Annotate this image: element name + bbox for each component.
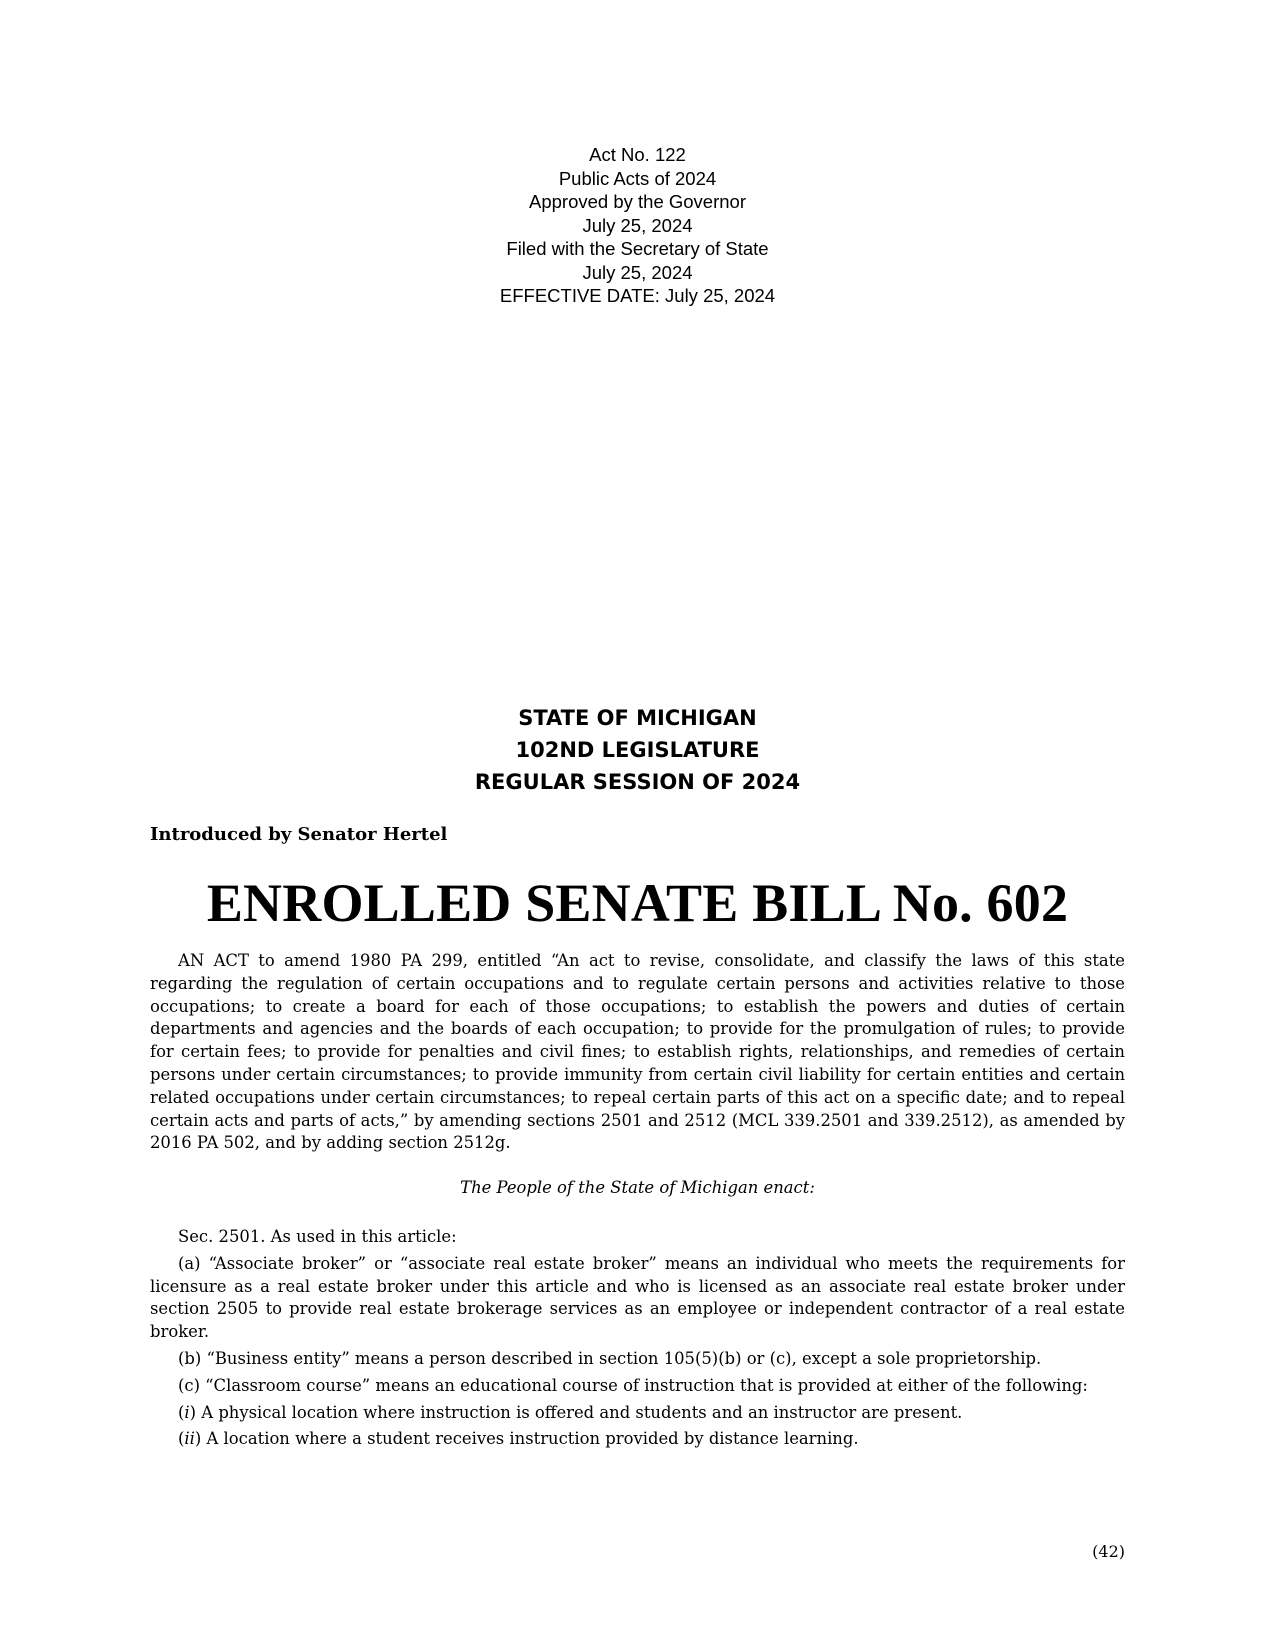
- definition-b: (b) “Business entity” means a person described in section 105(5)(b) or (c), except a sole proprietorship.: [178, 1348, 1042, 1368]
- legislature-number: 102ND LEGISLATURE: [515, 738, 760, 762]
- approved-by-governor: Approved by the Governor: [529, 191, 746, 212]
- subitem-ii-text: A location where a student receives instruction provided by distance learning.: [201, 1429, 859, 1449]
- filed-date: July 25, 2024: [582, 261, 693, 283]
- act-title-paragraph: AN ACT to amend 1980 PA 299, entitled “An act to revise, consolidate, and classify the laws of this state regarding the regulation of certain occupations and to regulate certain persons and activities relative to those occupations; to create a board for each of those occupations; to establish the powers and duties of certain departments and agencies and the boards of each occupation; to provide for the promulgation of rules; to provide for certain fees; to provide for penalties and civil fines; to establish rights, relationships, and remedies of certain persons under certain circumstances; to provide immunity from certain civil liability for certain entities and certain related occupations under certain circumstances; to repeal certain parts of this act on a specific date; and to repeal certain acts and parts of acts,” by amending sections 2501 and 2512 (MCL 339.2501 and 339.2512), as amended by 2016 PA 502, and by adding section 2512g.: [150, 951, 1125, 1153]
- enacting-clause: The People of the State of Michigan enact:: [460, 1178, 815, 1197]
- filed-with-secretary: Filed with the Secretary of State: [506, 238, 769, 259]
- subitem-ii: (ii) A location where a student receives instruction provided by distance learning.: [178, 1429, 859, 1449]
- session-name: REGULAR SESSION OF 2024: [474, 770, 801, 794]
- definition-a: (a) “Associate broker” or “associate real estate broker” means an individual who meets the requirements for licensure as a real estate broker under this article and who is licensed as an associate real estate broker under section 2505 to provide real estate brokerage services as an employee or independent contractor of a real estate broker.: [150, 1253, 1125, 1342]
- effective-date: EFFECTIVE DATE: July 25, 2024: [499, 285, 776, 306]
- section-2501: [150, 1226, 1125, 1455]
- filing-stamp: [0, 143, 1275, 308]
- public-acts-year: Public Acts of 2024: [558, 167, 717, 189]
- approved-date: July 25, 2024: [582, 214, 693, 236]
- legislature-header: [0, 702, 1275, 798]
- subitem-i: (i) A physical location where instruction is offered and students and an instructor are present.: [178, 1402, 963, 1422]
- act-number: Act No. 122: [589, 144, 686, 165]
- subitem-i-label: i: [184, 1402, 190, 1422]
- state-name: STATE OF MICHIGAN: [518, 706, 757, 730]
- introduced-by: Introduced by Senator Hertel: [150, 824, 448, 845]
- bill-title: ENROLLED SENATE BILL No. 602: [206, 873, 1069, 933]
- section-intro: Sec. 2501. As used in this article:: [178, 1227, 457, 1246]
- page-number: (42): [1092, 1542, 1125, 1561]
- subitem-i-text: A physical location where instruction is offered and students and an instructor are present.: [196, 1402, 963, 1422]
- subitem-ii-label: ii: [184, 1429, 195, 1449]
- definition-c: (c) “Classroom course” means an educational course of instruction that is provided at either of the following:: [178, 1375, 1088, 1395]
